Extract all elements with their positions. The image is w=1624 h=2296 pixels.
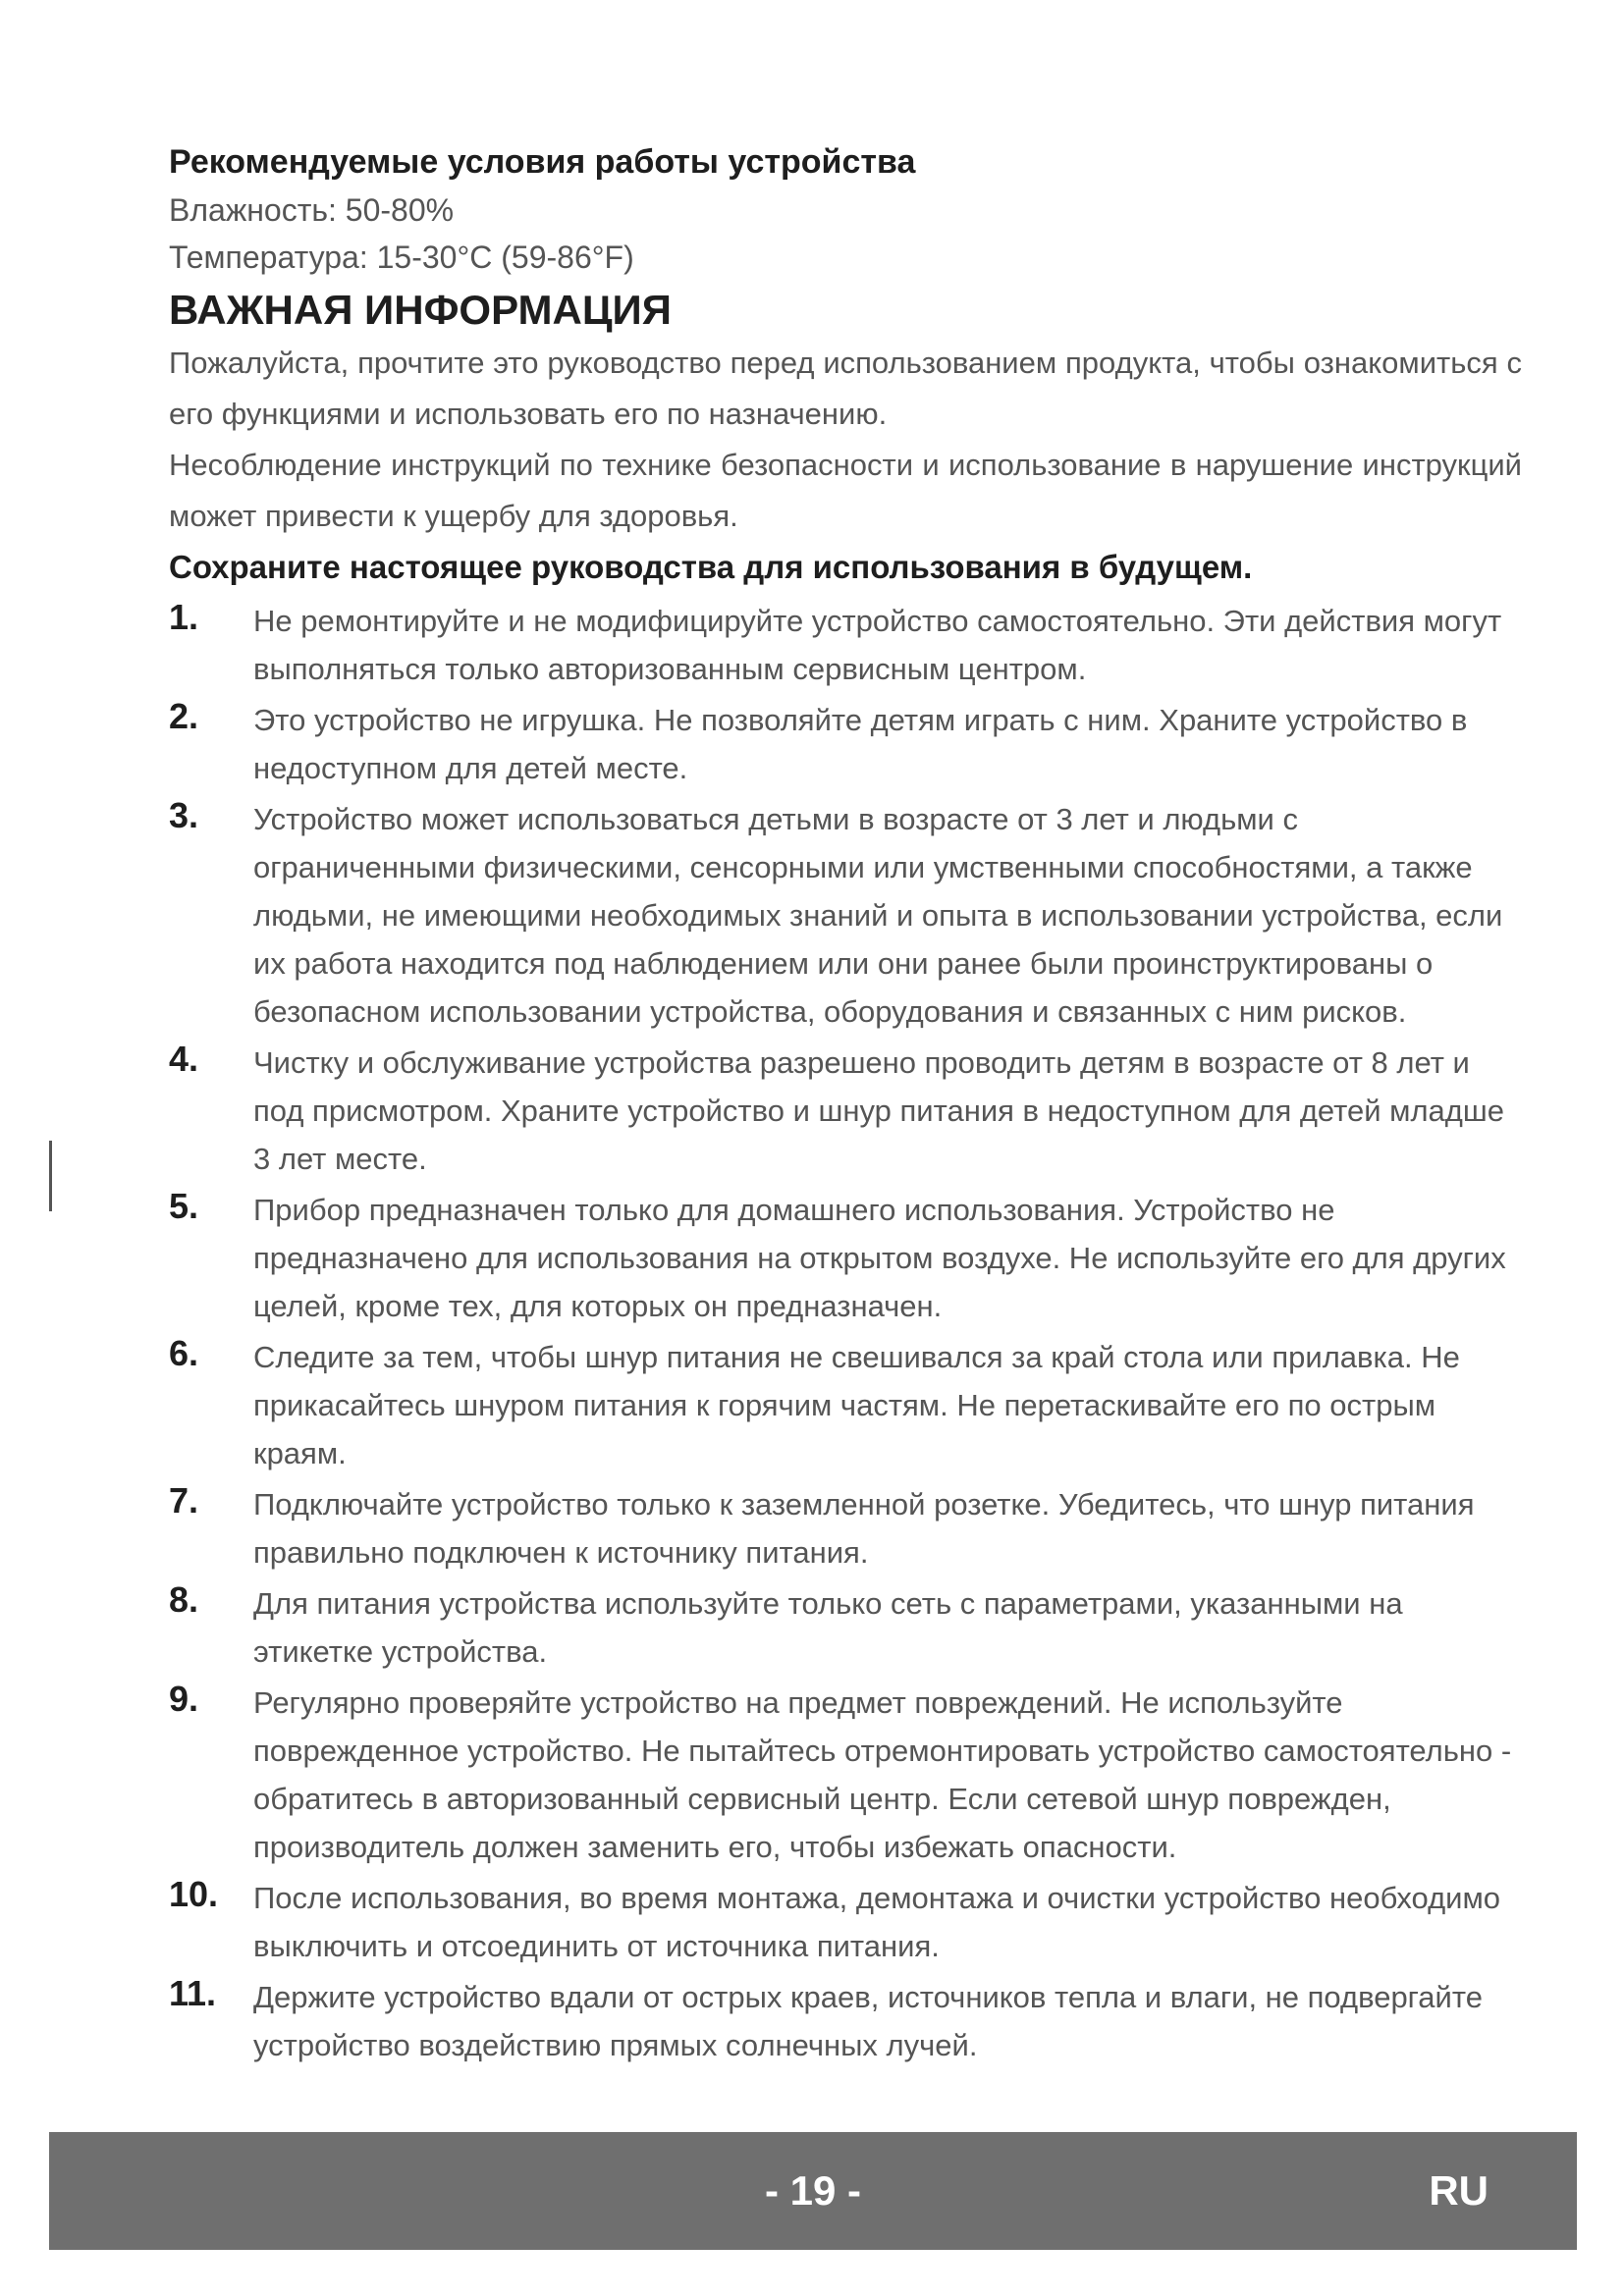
item-text: Устройство может использоваться детьми в возрасте от 3 лет и людьми с ограниченными физическими, сенсорными или умственными способностями, а также людьми, не имеющими необходимых знаний и опыта в использовании устройства, если их работа находится под наблюдением или они ранее были проинструктированы о безопасном использовании устройства, оборудования и связанных с ним рисков.	[253, 802, 1503, 1029]
warning-paragraph: Несоблюдение инструкций по технике безопасности и использование в нарушение инструкций может привести к ущербу для здоровья.	[169, 448, 1522, 533]
item-number: 4.	[169, 1039, 199, 1079]
list-item	[169, 795, 1522, 1036]
list-item	[169, 1333, 1522, 1477]
item-text: Следите за тем, чтобы шнур питания не свешивался за край стола или прилавка. Не прикасайтесь шнуром питания к горячим частям. Не перетаскивайте его по острым краям.	[253, 1340, 1460, 1470]
change-bar-divider	[49, 1141, 52, 1211]
list-item	[169, 597, 1522, 693]
item-number: 6.	[169, 1333, 199, 1373]
item-text: Это устройство не игрушка. Не позволяйте детям играть с ним. Храните устройство в недоступном для детей месте.	[253, 703, 1468, 785]
list-item	[169, 696, 1522, 792]
conditions-title: Рекомендуемые условия работы устройства	[169, 143, 916, 181]
intro-paragraph: Пожалуйста, прочтите это руководство перед использованием продукта, чтобы ознакомиться с его функциями и использовать его по назначению.	[169, 346, 1522, 431]
page-number: - 19 -	[764, 2167, 862, 2214]
item-number: 9.	[169, 1679, 199, 1719]
page-content	[169, 137, 1522, 2072]
item-number: 5.	[169, 1186, 199, 1226]
item-number: 11.	[169, 1973, 217, 2013]
item-text: Подключайте устройство только к заземленной розетке. Убедитесь, что шнур питания правильно подключен к источнику питания.	[253, 1487, 1475, 1570]
item-text: Для питания устройства используйте только сеть с параметрами, указанными на этикетке устройства.	[253, 1586, 1403, 1669]
item-text: Держите устройство вдали от острых краев, источников тепла и влаги, не подвергайте устройство воздействию прямых солнечных лучей.	[253, 1980, 1483, 2062]
important-title: ВАЖНАЯ ИНФОРМАЦИЯ	[169, 287, 672, 333]
language-code: RU	[1429, 2167, 1489, 2214]
item-text: После использования, во время монтажа, демонтажа и очистки устройство необходимо выключить и отсоединить от источника питания.	[253, 1881, 1501, 1963]
safety-list	[169, 597, 1522, 2069]
list-item	[169, 1679, 1522, 1871]
item-text: Чистку и обслуживание устройства разрешено проводить детям в возрасте от 8 лет и под присмотром. Храните устройство и шнур питания в недоступном для детей младше 3 лет месте.	[253, 1045, 1504, 1176]
item-text: Прибор предназначен только для домашнего использования. Устройство не предназначено для использования на открытом воздухе. Не используйте его для других целей, кроме тех, для которых он предназначен.	[253, 1193, 1506, 1323]
item-number: 1.	[169, 597, 199, 637]
list-item	[169, 1480, 1522, 1576]
item-text: Не ремонтируйте и не модифицируйте устройство самостоятельно. Эти действия могут выполняться только авторизованным сервисным центром.	[253, 604, 1502, 686]
temperature-line: Температура: 15-30°C (59-86°F)	[169, 240, 634, 275]
item-text: Регулярно проверяйте устройство на предмет повреждений. Не используйте поврежденное устройство. Не пытайтесь отремонтировать устройство самостоятельно - обратитесь в авторизованный сервисный центр. Если сетевой шнур поврежден, производитель должен заменить его, чтобы избежать опасности.	[253, 1685, 1512, 1864]
list-item	[169, 1579, 1522, 1676]
item-number: 3.	[169, 795, 199, 835]
page-footer	[49, 2132, 1577, 2250]
item-number: 8.	[169, 1579, 199, 1620]
list-item	[169, 1186, 1522, 1330]
list-item	[169, 1874, 1522, 1970]
list-item	[169, 1973, 1522, 2069]
item-number: 10.	[169, 1874, 219, 1914]
save-manual-note: Сохраните настоящее руководства для использования в будущем.	[169, 549, 1253, 585]
item-number: 7.	[169, 1480, 199, 1521]
humidity-line: Влажность: 50-80%	[169, 192, 455, 228]
item-number: 2.	[169, 696, 199, 736]
list-item	[169, 1039, 1522, 1183]
